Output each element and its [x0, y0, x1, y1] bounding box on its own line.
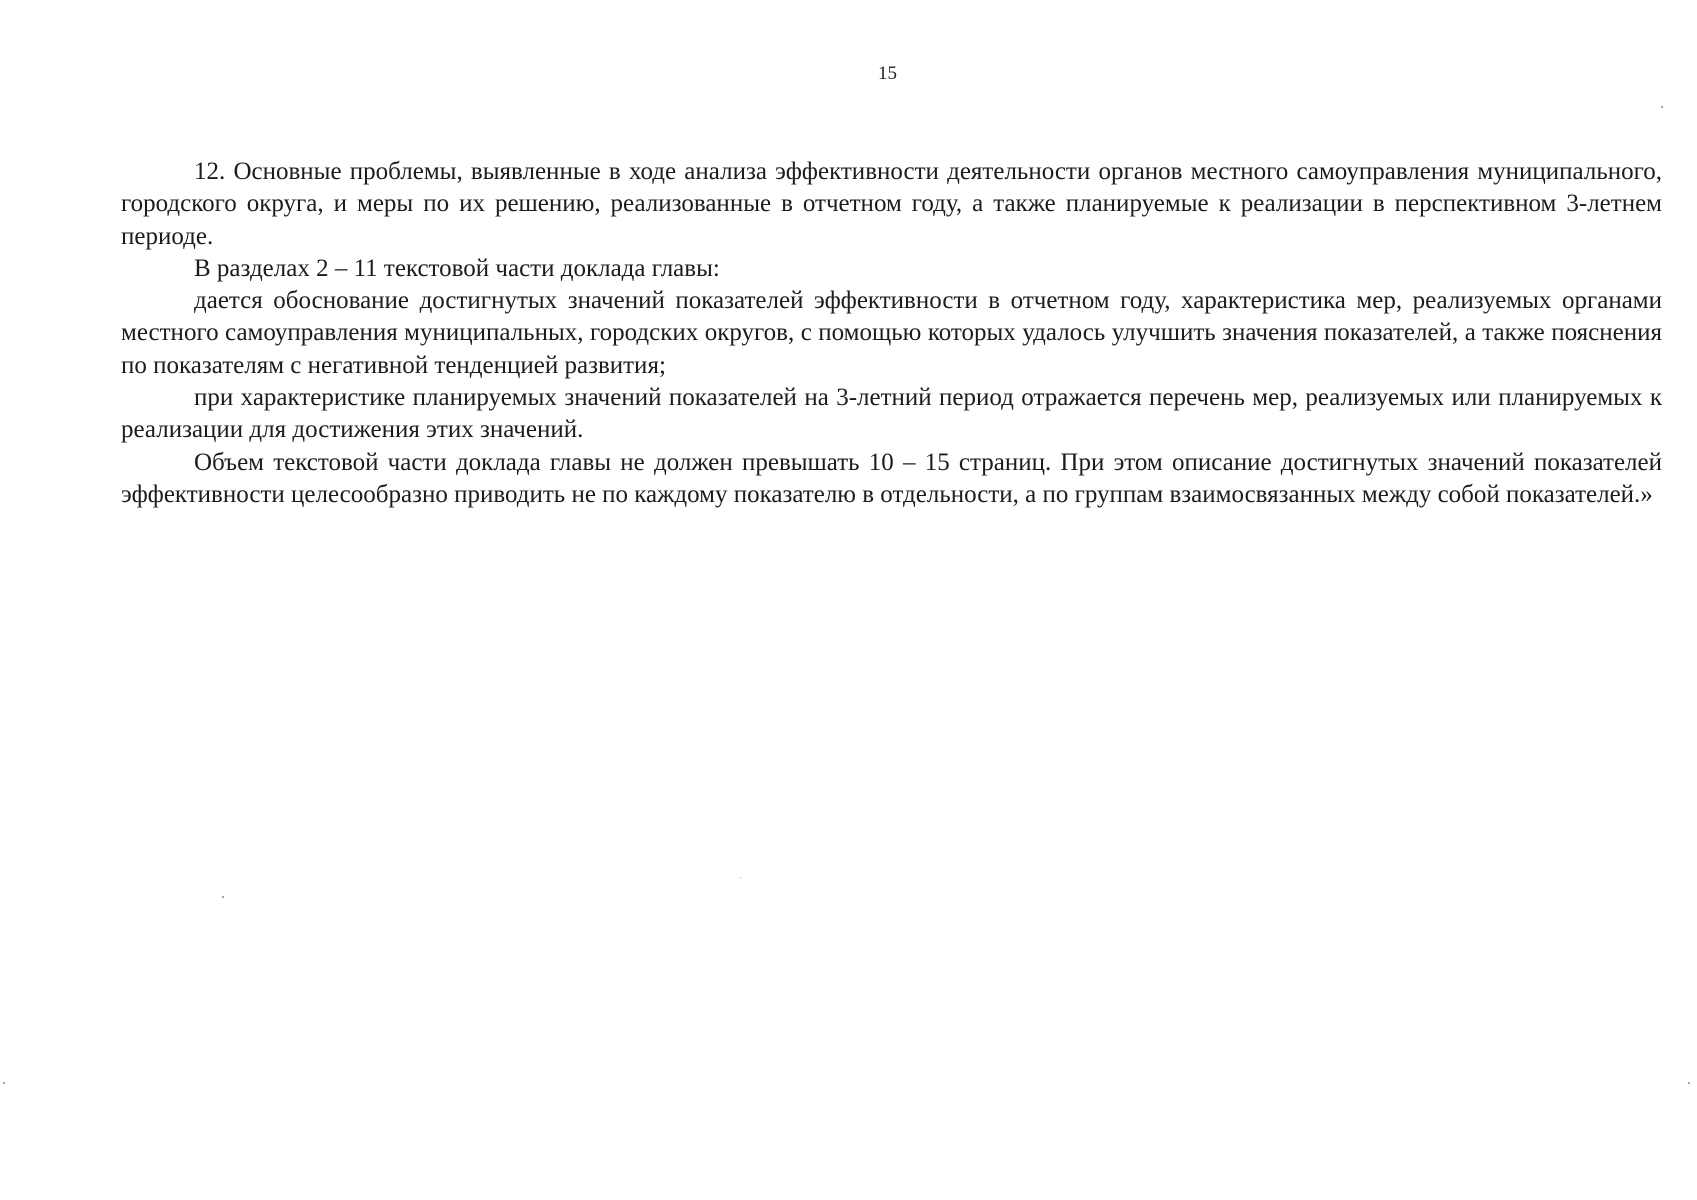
paragraph-achieved-values: дается обоснование достигнутых значений показателей эффективности в отчетном году, характеристика мер, реализуемых органами местного самоуправления муниципальных, городских округов, с помощью которых удалось улучшить значения показателей, а также пояснения по показателям с негативной тенденцией развития;: [121, 287, 1662, 379]
paragraph-section-12: 12. Основные проблемы, выявленные в ходе анализа эффективности деятельности органов местного самоуправления муниципального, городского округа, и меры по их решению, реализованные в отчетном году, а также планируемые к реализации в перспективном 3-летнем периоде.: [121, 158, 1662, 250]
paragraph-volume-limit: Объем текстовой части доклада главы не должен превышать 10 – 15 страниц. При этом описание достигнутых значений показателей эффективности целесообразно приводить не по каждому показателю в отдельности, а по группам взаимосвязанных между собой показателей.»: [121, 448, 1662, 508]
scan-speck: [3, 1082, 5, 1084]
paragraph-planned-values: при характеристике планируемых значений показателей на 3-летний период отражается перечень мер, реализуемых или планируемых к реализации для достижения этих значений.: [121, 384, 1662, 444]
page-number: 15: [878, 63, 897, 84]
scan-speck: [1661, 106, 1663, 108]
document-body: [121, 156, 1662, 511]
scan-speck: [1688, 1082, 1690, 1084]
scan-speck: [740, 877, 741, 878]
scan-speck: [222, 896, 224, 898]
paragraph-sections-intro: В разделах 2 – 11 текстовой части доклада главы:: [194, 254, 720, 282]
